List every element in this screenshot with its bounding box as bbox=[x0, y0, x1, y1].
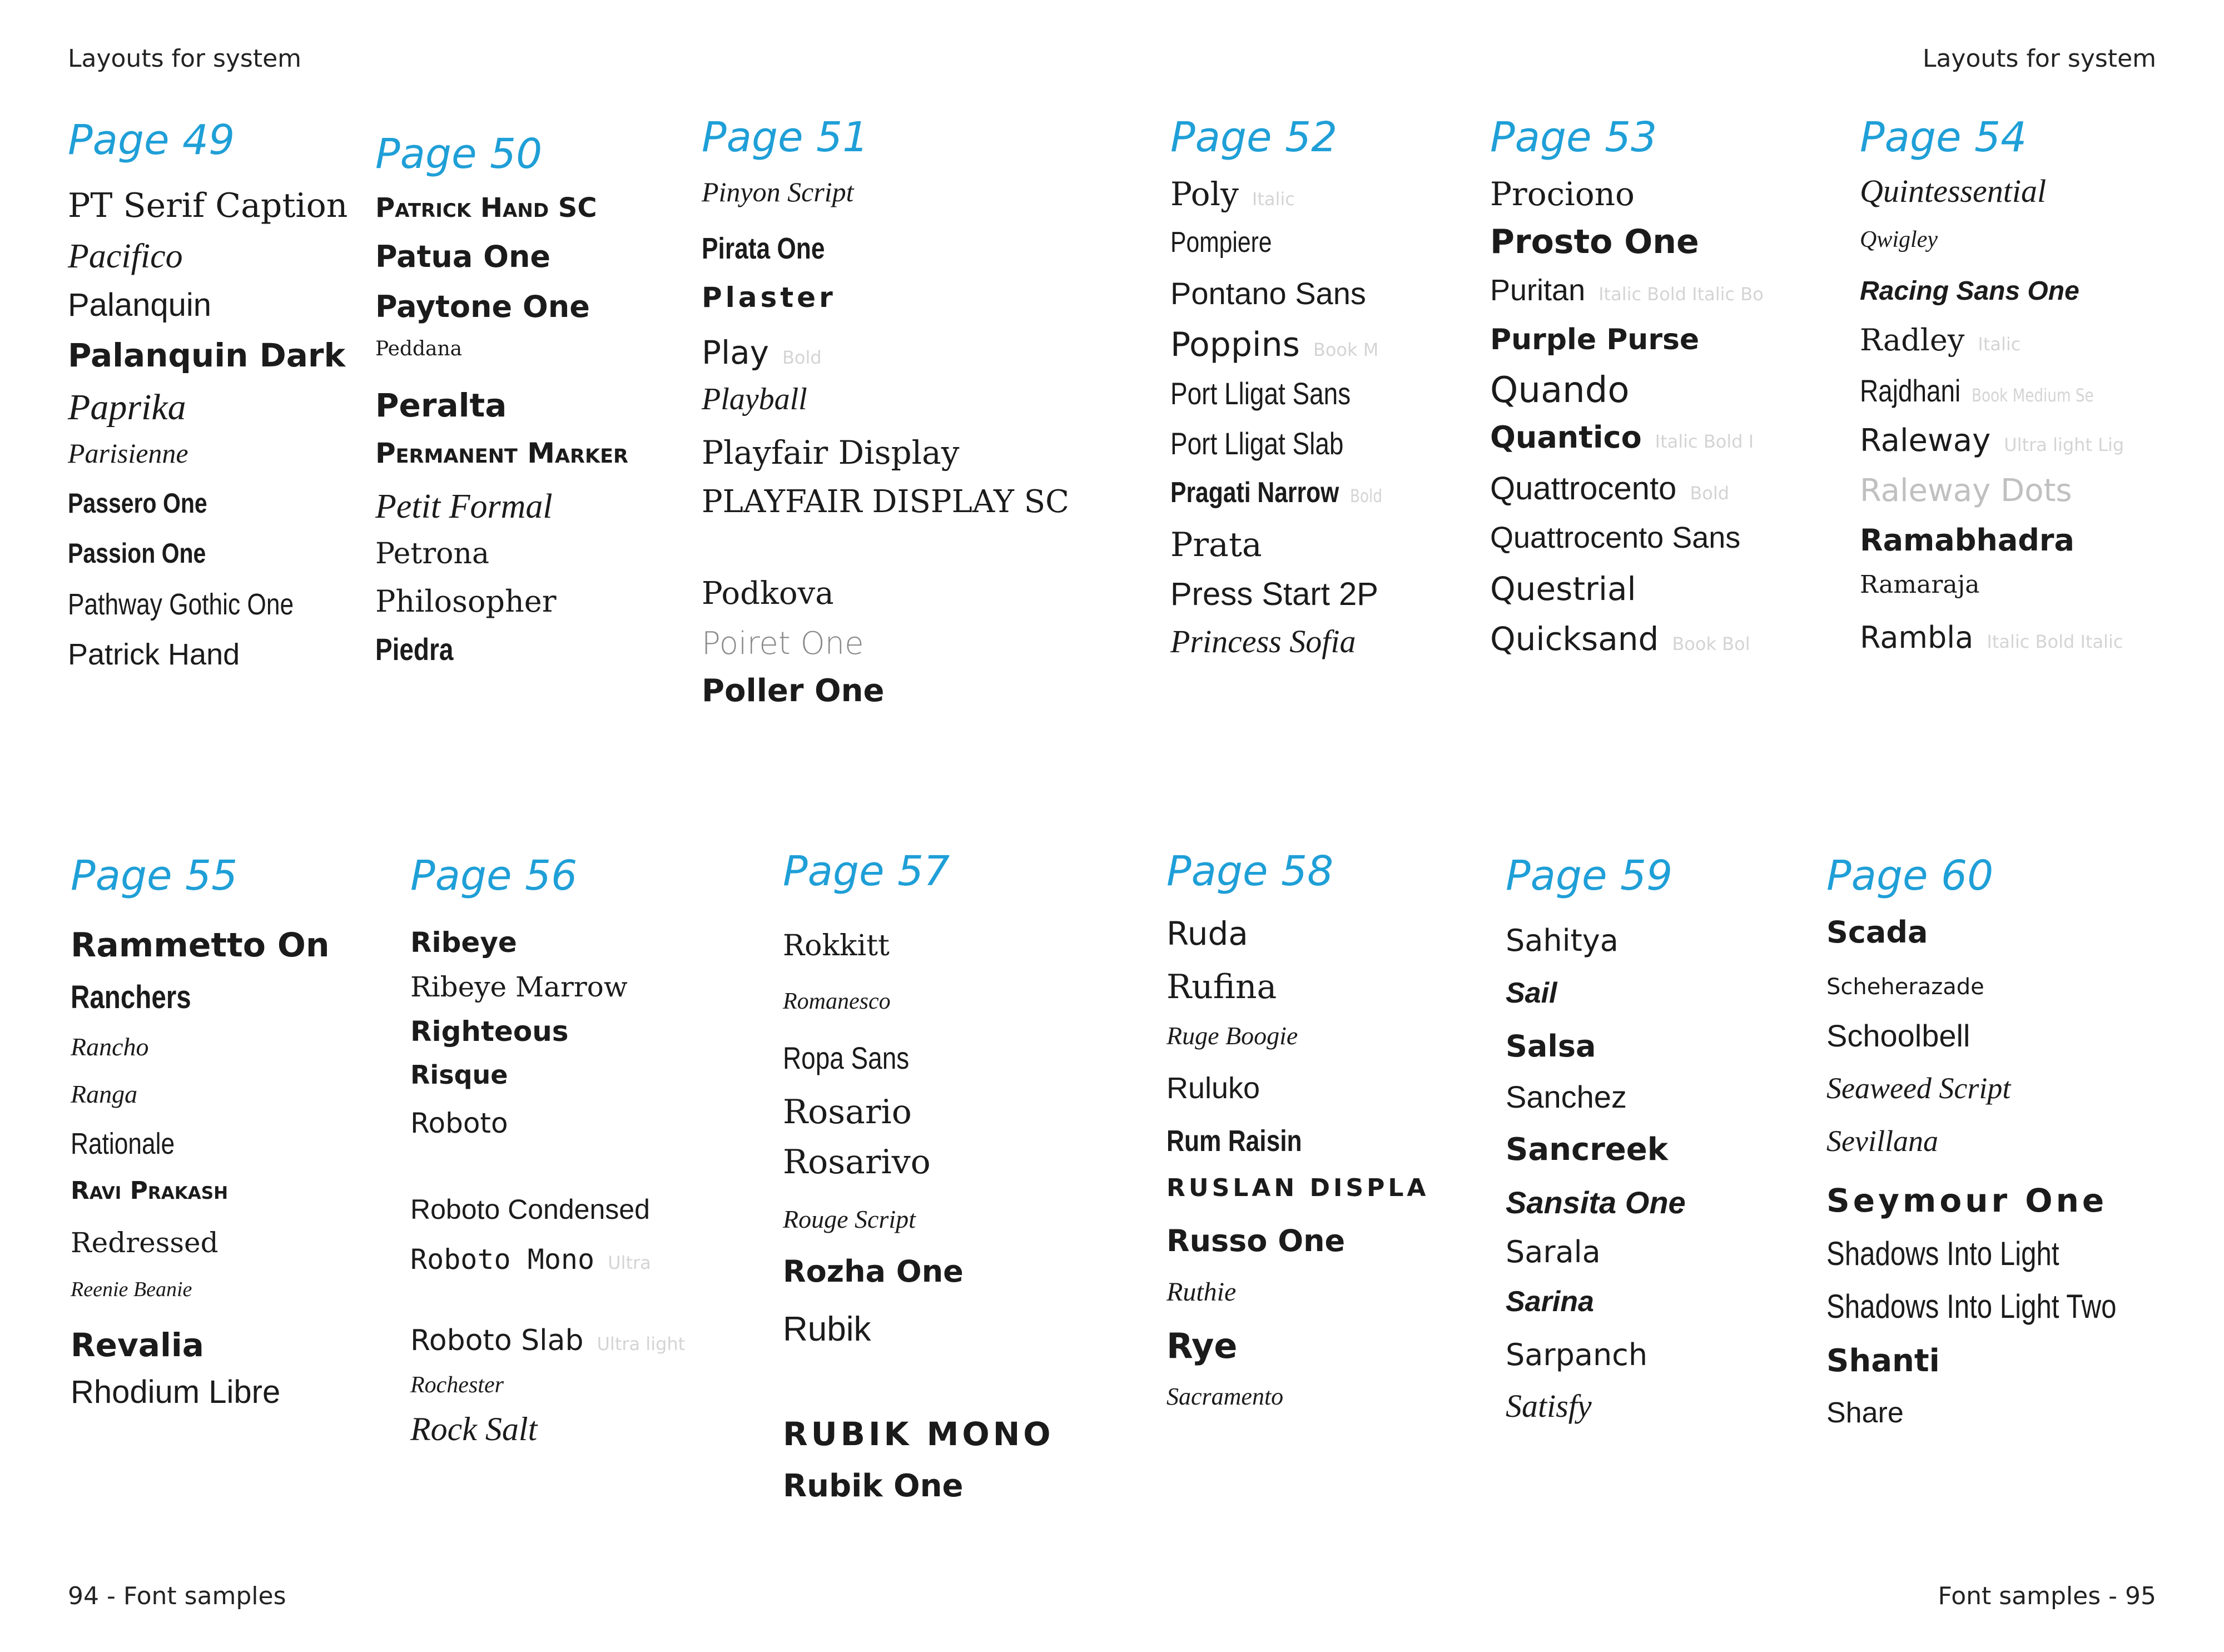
font-name: Passion One bbox=[68, 538, 206, 569]
font-sample bbox=[1860, 175, 2046, 207]
font-sample bbox=[71, 1179, 228, 1203]
font-sample bbox=[702, 626, 864, 662]
font-sample bbox=[375, 386, 507, 424]
footer-right: Font samples - 95 bbox=[1938, 1582, 2156, 1610]
font-sample bbox=[702, 434, 960, 472]
font-name: Ruluko bbox=[1166, 1071, 1260, 1105]
font-name: Rubik One bbox=[783, 1468, 964, 1504]
font-name: Ranchers bbox=[71, 979, 191, 1015]
font-variant-hint: Italic Bold I bbox=[1655, 431, 1754, 452]
font-name: Radley bbox=[1860, 323, 1965, 358]
font-sample bbox=[375, 439, 628, 467]
font-name: Romanesco bbox=[783, 989, 891, 1014]
font-sample bbox=[410, 1015, 569, 1048]
font-name: RUBIK MONO bbox=[783, 1415, 1054, 1453]
font-sample bbox=[1506, 1079, 1627, 1114]
font-name: Poiret One bbox=[702, 626, 864, 662]
font-name: Seymour One bbox=[1826, 1182, 2108, 1219]
font-name: Sansita One bbox=[1506, 1185, 1686, 1220]
font-name: Parisienne bbox=[68, 438, 188, 469]
font-sample bbox=[1506, 1390, 1592, 1422]
font-sample bbox=[1490, 620, 1750, 658]
font-sample bbox=[68, 539, 206, 567]
font-name: Prosto One bbox=[1490, 222, 1699, 261]
font-name: Rokkitt bbox=[783, 929, 890, 963]
font-sample bbox=[68, 186, 348, 225]
font-sample bbox=[1490, 523, 1740, 553]
font-name: Prociono bbox=[1490, 175, 1635, 213]
font-sample bbox=[68, 389, 186, 426]
font-name: Ribeye Marrow bbox=[410, 971, 628, 1003]
font-sample bbox=[1860, 375, 2094, 406]
font-sample bbox=[1506, 1337, 1648, 1372]
font-sample bbox=[1860, 475, 2072, 507]
font-sample bbox=[1170, 228, 1272, 257]
font-name: Sail bbox=[1506, 977, 1557, 1009]
font-name: Sacramento bbox=[1166, 1383, 1284, 1410]
font-sample bbox=[68, 239, 183, 274]
font-sample bbox=[71, 1376, 280, 1408]
font-name: Scheherazade bbox=[1826, 974, 1984, 1000]
font-name: Russo One bbox=[1166, 1223, 1346, 1258]
font-variant-hint: Ultra light Lig bbox=[2004, 434, 2124, 455]
font-name: Seaweed Script bbox=[1826, 1071, 2011, 1105]
font-sample bbox=[71, 1082, 137, 1107]
font-sample bbox=[1170, 325, 1379, 364]
font-sample bbox=[1826, 1020, 1970, 1051]
page-title: Page 57 bbox=[783, 847, 950, 895]
font-name: Ranga bbox=[71, 1080, 138, 1108]
font-name: Salsa bbox=[1506, 1029, 1596, 1064]
font-sample bbox=[68, 589, 294, 619]
font-name: Quintessential bbox=[1860, 173, 2047, 209]
font-sample bbox=[1826, 1398, 1904, 1427]
font-sample bbox=[375, 192, 597, 224]
font-sample bbox=[1826, 1184, 2107, 1217]
font-sample bbox=[1170, 378, 1351, 409]
font-sample bbox=[1826, 1073, 2010, 1103]
font-sample bbox=[375, 634, 453, 665]
font-name: Princess Sofia bbox=[1170, 623, 1356, 659]
font-name: Quando bbox=[1490, 370, 1630, 411]
font-name: Patrick Hand SC bbox=[375, 192, 597, 224]
font-name: Paytone One bbox=[375, 289, 590, 324]
font-name: Ropa Sans bbox=[783, 1040, 910, 1075]
font-name: Roboto Slab bbox=[410, 1324, 584, 1357]
font-sample bbox=[783, 1254, 964, 1289]
font-name: Press Start 2P bbox=[1170, 576, 1378, 612]
font-sample bbox=[410, 1195, 650, 1223]
font-variant-hint: Bold bbox=[1690, 483, 1730, 504]
font-variant-hint: Italic Bold Italic bbox=[1987, 631, 2123, 652]
font-name: Shanti bbox=[1826, 1343, 1940, 1379]
font-variant-hint: Ultra bbox=[608, 1252, 651, 1273]
font-sample bbox=[702, 576, 834, 612]
font-name: Ramabhadra bbox=[1860, 523, 2074, 558]
font-sample bbox=[375, 539, 489, 568]
font-sample bbox=[68, 639, 240, 669]
font-sample bbox=[1826, 976, 1984, 998]
font-sample bbox=[1166, 1326, 1238, 1366]
font-sample bbox=[1490, 222, 1699, 261]
font-variant-hint: Book Medium Se bbox=[1971, 385, 2094, 406]
font-name: Pinyon Script bbox=[702, 176, 854, 207]
font-sample bbox=[410, 1373, 504, 1397]
font-name: Prata bbox=[1170, 525, 1262, 564]
font-sample bbox=[1826, 1290, 2117, 1323]
font-name: Sarina bbox=[1506, 1286, 1594, 1318]
font-name: Rosarivo bbox=[783, 1143, 931, 1182]
font-name: Rye bbox=[1166, 1326, 1238, 1366]
font-name: Rancho bbox=[71, 1033, 149, 1061]
font-sample bbox=[1170, 428, 1343, 459]
font-name: Palanquin Dark bbox=[68, 336, 346, 374]
font-sample bbox=[410, 1062, 508, 1088]
font-sample bbox=[783, 990, 891, 1013]
font-sample bbox=[1490, 420, 1754, 455]
font-name: Pompiere bbox=[1170, 226, 1272, 259]
page-title: Page 54 bbox=[1860, 113, 2027, 161]
page-title: Page 53 bbox=[1490, 113, 1657, 161]
font-variant-hint: Ultra light bbox=[597, 1333, 686, 1355]
page-title: Page 49 bbox=[68, 116, 235, 164]
font-name: Raleway bbox=[1860, 423, 1991, 459]
font-variant-hint: Italic bbox=[1252, 188, 1295, 210]
footer-left: 94 - Font samples bbox=[68, 1582, 286, 1610]
font-name: Pacifico bbox=[68, 237, 183, 275]
font-sample bbox=[71, 1034, 149, 1060]
font-name: Philosopher bbox=[375, 584, 557, 619]
font-name: Petrona bbox=[375, 537, 489, 570]
font-name: Qwigley bbox=[1860, 227, 1938, 252]
font-sample bbox=[1166, 970, 1277, 1004]
font-sample bbox=[1166, 1176, 1429, 1200]
font-sample bbox=[1506, 979, 1557, 1008]
font-name: Rajdhani bbox=[1860, 373, 1961, 408]
font-sample bbox=[1826, 1237, 2059, 1271]
font-sample bbox=[1166, 1279, 1236, 1306]
page-title: Page 56 bbox=[410, 852, 578, 900]
font-sample bbox=[410, 1243, 651, 1276]
font-name: Playfair Display bbox=[702, 434, 960, 472]
font-sample bbox=[1860, 425, 2124, 457]
font-name: Shadows Into Light bbox=[1826, 1235, 2059, 1272]
font-name: Rhodium Libre bbox=[71, 1374, 281, 1410]
font-name: Roboto Condensed bbox=[410, 1194, 650, 1225]
font-sample bbox=[1170, 578, 1378, 611]
font-sample bbox=[1826, 1343, 1940, 1379]
font-name: Share bbox=[1826, 1397, 1904, 1429]
font-name: Righteous bbox=[410, 1015, 569, 1048]
font-name: Ramaraja bbox=[1860, 570, 1980, 599]
font-name: PLAYFAIR DISPLAY SC bbox=[702, 484, 1069, 520]
font-sample bbox=[1490, 370, 1630, 411]
font-name: Risque bbox=[410, 1060, 508, 1090]
font-name: Poppins bbox=[1170, 325, 1300, 364]
font-name: Permanent Marker bbox=[375, 437, 628, 469]
font-name: Port Lligat Sans bbox=[1170, 376, 1351, 411]
page-title: Page 58 bbox=[1166, 847, 1334, 895]
font-sample bbox=[1170, 278, 1366, 309]
font-sample bbox=[1166, 1223, 1346, 1258]
font-sample bbox=[375, 239, 551, 274]
font-name: Redressed bbox=[71, 1227, 219, 1259]
font-sample bbox=[1506, 1287, 1594, 1316]
font-name: Ribeye bbox=[410, 926, 517, 959]
font-name: Ravi Prakash bbox=[71, 1177, 229, 1205]
font-sample bbox=[1490, 275, 1764, 305]
font-name: Peddana bbox=[375, 338, 463, 360]
font-sample bbox=[783, 1207, 916, 1232]
font-sample bbox=[375, 584, 557, 619]
font-sample bbox=[783, 1312, 871, 1347]
font-name: Sahitya bbox=[1506, 923, 1619, 958]
font-name: Plaster bbox=[702, 281, 836, 314]
font-sample bbox=[702, 234, 825, 264]
font-name: Raleway Dots bbox=[1860, 473, 2072, 509]
font-name: Rufina bbox=[1166, 968, 1277, 1006]
font-name: Revalia bbox=[71, 1326, 204, 1364]
font-sample bbox=[1490, 470, 1730, 507]
font-sample bbox=[783, 1143, 931, 1182]
font-variant-hint: Book Bol bbox=[1672, 633, 1750, 654]
font-name: Port Lligat Slab bbox=[1170, 426, 1344, 461]
font-sample bbox=[68, 336, 346, 374]
font-sample bbox=[1166, 1126, 1302, 1156]
font-name: Rochester bbox=[410, 1372, 504, 1398]
font-sample bbox=[702, 484, 1069, 520]
font-sample bbox=[1490, 570, 1636, 608]
font-name: Shadows Into Light Two bbox=[1826, 1288, 2117, 1325]
font-sample bbox=[1826, 915, 1928, 950]
font-name: Sancreek bbox=[1506, 1132, 1669, 1168]
font-sample bbox=[702, 178, 854, 206]
font-name: Satisfy bbox=[1506, 1388, 1592, 1424]
font-sample bbox=[1170, 175, 1295, 213]
page-title: Page 52 bbox=[1170, 113, 1338, 161]
font-name: Quattrocento Sans bbox=[1490, 521, 1741, 554]
font-sample bbox=[783, 1468, 964, 1504]
font-sample bbox=[1860, 323, 2021, 358]
font-name: RUSLAN DISPLA bbox=[1166, 1174, 1429, 1202]
font-sample bbox=[68, 489, 207, 517]
font-name: Patrick Hand bbox=[68, 638, 240, 671]
font-name: Rubik bbox=[783, 1310, 871, 1348]
page-title: Page 51 bbox=[702, 113, 869, 161]
font-name: Pontano Sans bbox=[1170, 276, 1366, 311]
font-name: Quicksand bbox=[1490, 620, 1659, 658]
font-sample bbox=[1490, 175, 1635, 213]
font-sample bbox=[68, 439, 188, 467]
font-sample bbox=[783, 929, 890, 963]
font-sample bbox=[375, 339, 462, 359]
font-name: Pathway Gothic One bbox=[68, 588, 294, 621]
font-sample bbox=[783, 1415, 1054, 1453]
font-name: Poller One bbox=[702, 673, 885, 709]
font-name: Sarpanch bbox=[1506, 1337, 1648, 1372]
font-name: Rozha One bbox=[783, 1254, 964, 1289]
font-sample bbox=[1170, 623, 1356, 659]
font-sample bbox=[1170, 525, 1262, 564]
font-sample bbox=[410, 926, 517, 959]
font-name: Rock Salt bbox=[410, 1411, 538, 1447]
font-name: Passero One bbox=[68, 488, 207, 519]
font-sample bbox=[71, 1229, 219, 1257]
font-sample bbox=[1166, 1023, 1298, 1049]
font-sample bbox=[1826, 1126, 1938, 1156]
font-name: Purple Purse bbox=[1490, 323, 1700, 356]
font-name: Palanquin bbox=[68, 287, 211, 323]
font-sample bbox=[71, 981, 191, 1014]
font-sample bbox=[1860, 523, 2074, 558]
font-name: Rambla bbox=[1860, 620, 1974, 655]
font-variant-hint: Book M bbox=[1313, 339, 1379, 360]
font-name: Sarala bbox=[1506, 1234, 1601, 1269]
font-sample bbox=[375, 489, 553, 524]
font-name: Roboto Mono bbox=[410, 1243, 595, 1276]
font-name: Racing Sans One bbox=[1860, 276, 2079, 306]
font-sample bbox=[1506, 1132, 1669, 1168]
font-name: Scada bbox=[1826, 915, 1928, 950]
font-name: PT Serif Caption bbox=[68, 186, 348, 225]
font-sample bbox=[1506, 1187, 1686, 1218]
font-sample bbox=[71, 1326, 204, 1364]
font-name: Schoolbell bbox=[1826, 1018, 1970, 1053]
font-name: Reenie Beanie bbox=[71, 1278, 192, 1301]
font-name: Rouge Script bbox=[783, 1205, 916, 1233]
font-name: Piedra bbox=[375, 632, 454, 667]
font-sample bbox=[1166, 917, 1248, 950]
font-sample bbox=[783, 1093, 912, 1132]
page-title: Page 50 bbox=[375, 130, 543, 178]
font-sample bbox=[1860, 620, 2123, 655]
font-name: Pragati Narrow bbox=[1170, 477, 1339, 509]
font-sample bbox=[1860, 278, 2079, 305]
header-left: Layouts for system bbox=[68, 44, 302, 73]
font-sample bbox=[71, 926, 330, 965]
page-title: Page 55 bbox=[71, 852, 238, 900]
header-right: Layouts for system bbox=[1922, 44, 2156, 73]
font-name: Puritan bbox=[1490, 274, 1586, 307]
font-name: Questrial bbox=[1490, 570, 1636, 608]
font-sample bbox=[71, 1279, 192, 1300]
font-name: Podkova bbox=[702, 576, 834, 612]
font-name: Peralta bbox=[375, 386, 507, 424]
font-name: Sanchez bbox=[1506, 1079, 1627, 1114]
page-title: Page 60 bbox=[1826, 852, 1994, 900]
font-name: Ruge Boogie bbox=[1166, 1021, 1298, 1050]
font-sample bbox=[1506, 923, 1619, 958]
font-name: Poly bbox=[1170, 175, 1239, 213]
font-sample bbox=[1506, 1029, 1596, 1064]
font-name: Play bbox=[702, 334, 769, 371]
font-sample bbox=[702, 281, 836, 314]
font-sample bbox=[1166, 1073, 1260, 1103]
font-name: Sevillana bbox=[1826, 1124, 1938, 1158]
font-sample bbox=[1860, 228, 1938, 251]
font-name: Pirata One bbox=[702, 232, 825, 265]
font-sample bbox=[410, 973, 628, 1001]
font-sample bbox=[410, 1326, 685, 1355]
font-name: Quattrocento bbox=[1490, 470, 1677, 507]
page-title: Page 59 bbox=[1506, 852, 1673, 900]
font-sample bbox=[410, 1109, 508, 1137]
font-name: Ruthie bbox=[1166, 1277, 1237, 1307]
font-name: Patua One bbox=[375, 239, 551, 274]
font-sample bbox=[1490, 325, 1699, 354]
font-sample bbox=[702, 336, 822, 369]
font-name: Playball bbox=[702, 382, 807, 416]
font-sample bbox=[1506, 1234, 1601, 1269]
font-name: Rum Raisin bbox=[1166, 1124, 1302, 1158]
font-name: Rationale bbox=[71, 1127, 175, 1160]
font-name: Petit Formal bbox=[375, 488, 553, 525]
font-name: Rammetto On bbox=[71, 926, 330, 965]
font-sample bbox=[1166, 1385, 1283, 1409]
font-name: Rosario bbox=[783, 1093, 912, 1132]
font-sample bbox=[410, 1412, 537, 1446]
font-name: Roboto bbox=[410, 1107, 508, 1139]
font-sample bbox=[68, 289, 211, 321]
font-variant-hint: Italic Bold Italic Bo bbox=[1599, 284, 1764, 305]
font-name: Ruda bbox=[1166, 915, 1248, 952]
font-name: Paprika bbox=[68, 387, 186, 428]
font-variant-hint: Bold bbox=[1349, 485, 1382, 507]
font-sample bbox=[71, 1129, 175, 1159]
font-variant-hint: Bold bbox=[782, 347, 822, 368]
font-sample bbox=[375, 289, 590, 324]
font-sample bbox=[1860, 570, 1980, 599]
font-sample bbox=[702, 384, 807, 415]
font-name: Quantico bbox=[1490, 420, 1642, 455]
font-sample bbox=[702, 673, 885, 709]
font-sample bbox=[783, 1040, 910, 1075]
font-variant-hint: Italic bbox=[1978, 334, 2021, 355]
font-sample bbox=[1170, 478, 1382, 507]
